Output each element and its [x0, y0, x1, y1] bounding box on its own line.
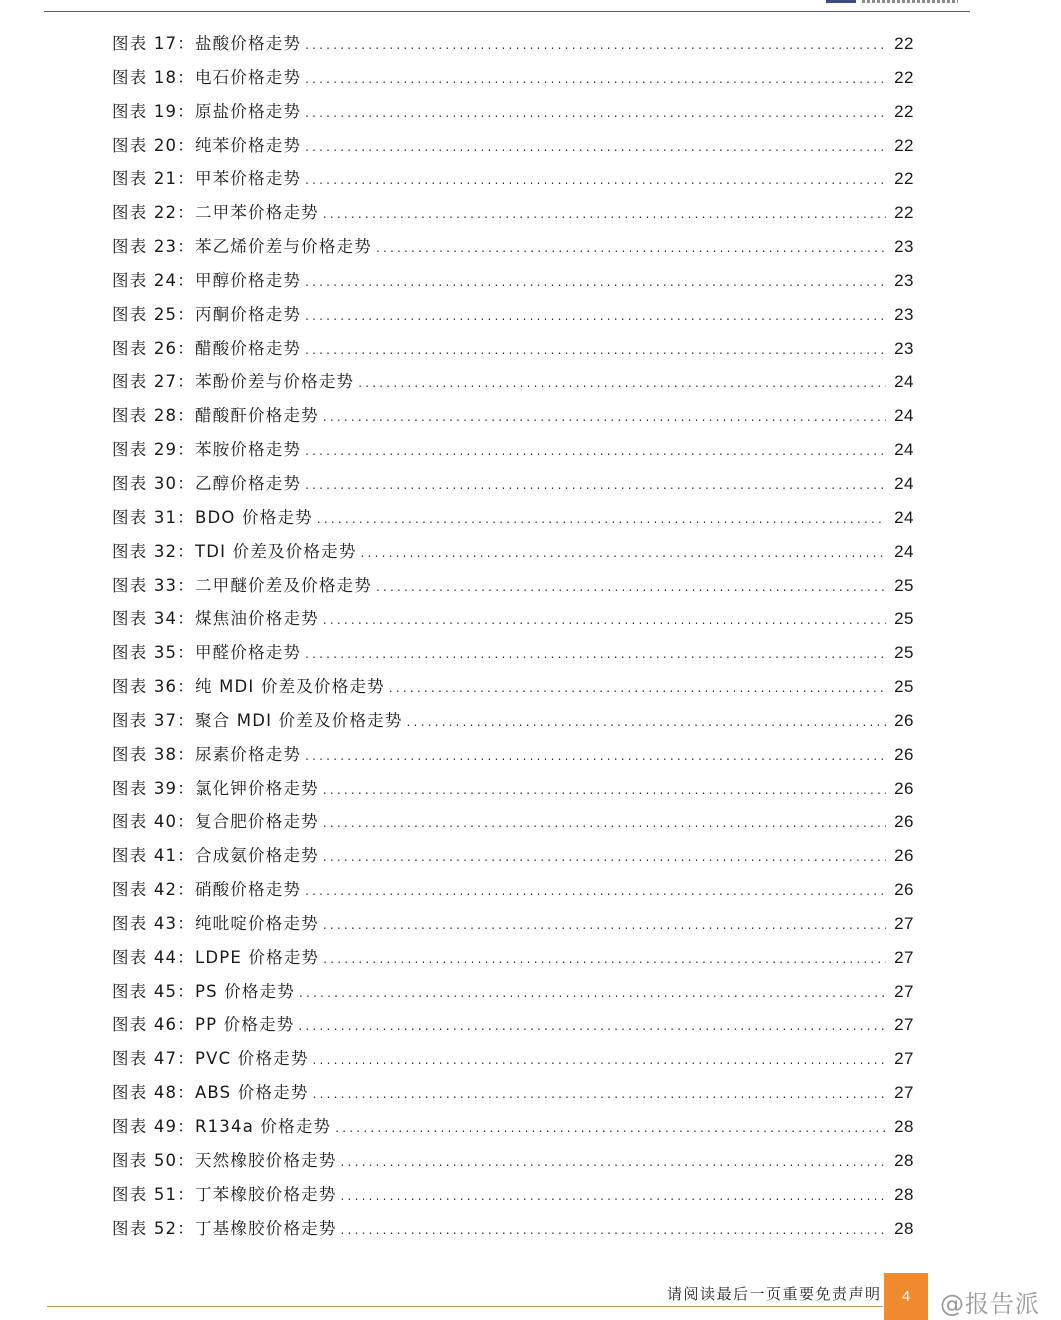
toc-entry-label: 图表 32：TDI 价差及价格走势 — [112, 541, 357, 561]
toc-entry-page: 26 — [894, 880, 914, 900]
toc-entry-page: 25 — [894, 643, 914, 663]
toc-dot-leader — [305, 875, 886, 909]
toc-entry-page: 27 — [894, 1083, 914, 1103]
toc-entry-page: 26 — [894, 778, 914, 798]
toc-dot-leader — [323, 198, 886, 232]
toc-entry-label: 图表 35：甲醛价格走势 — [112, 643, 302, 663]
toc-entry[interactable] — [112, 975, 914, 1009]
toc-entry[interactable] — [112, 162, 914, 196]
toc-dot-leader — [335, 1112, 886, 1146]
toc-entry[interactable] — [112, 636, 914, 670]
toc-entry[interactable] — [112, 535, 914, 569]
toc-entry[interactable] — [112, 1144, 914, 1178]
toc-entry-page: 24 — [894, 541, 914, 561]
toc-entry-page: 22 — [894, 135, 914, 155]
toc-entry[interactable] — [112, 772, 914, 806]
toc-entry-page: 22 — [894, 169, 914, 189]
toc-dot-leader — [323, 604, 886, 638]
toc-dot-leader — [323, 909, 886, 943]
toc-entry-label: 图表 24：甲醇价格走势 — [112, 270, 302, 290]
toc-entry-page: 26 — [894, 846, 914, 866]
toc-entry[interactable] — [112, 230, 914, 264]
toc-entry[interactable] — [112, 95, 914, 129]
toc-dot-leader — [305, 164, 886, 198]
toc-entry-page: 26 — [894, 710, 914, 730]
toc-entry-label: 图表 31：BDO 价格走势 — [112, 507, 313, 527]
toc-entry-label: 图表 20：纯苯价格走势 — [112, 135, 302, 155]
toc-entry-label: 图表 40：复合肥价格走势 — [112, 812, 319, 832]
toc-entry[interactable] — [112, 1212, 914, 1246]
toc-entry[interactable] — [112, 264, 914, 298]
toc-entry-label: 图表 33：二甲醚价差及价格走势 — [112, 575, 372, 595]
toc-entry-page: 23 — [894, 237, 914, 257]
toc-entry-page: 22 — [894, 67, 914, 87]
toc-entry-label: 图表 25：丙酮价格走势 — [112, 304, 302, 324]
header-logo-text — [862, 0, 958, 3]
toc-entry-label: 图表 17：盐酸价格走势 — [112, 34, 302, 53]
toc-dot-leader — [305, 29, 886, 63]
toc-entry-label: 图表 30：乙醇价格走势 — [112, 473, 302, 493]
toc-dot-leader — [323, 841, 886, 875]
toc-dot-leader — [407, 706, 887, 740]
toc-entry[interactable] — [112, 298, 914, 332]
toc-entry-label: 图表 21：甲苯价格走势 — [112, 169, 302, 189]
toc-dot-leader — [299, 977, 886, 1011]
table-of-figures — [112, 27, 914, 1245]
toc-dot-leader — [323, 774, 886, 808]
toc-entry-page: 24 — [894, 372, 914, 392]
toc-entry-label: 图表 29：苯胺价格走势 — [112, 440, 302, 460]
toc-dot-leader — [299, 1010, 887, 1044]
toc-dot-leader — [305, 740, 886, 774]
toc-dot-leader — [323, 401, 886, 435]
toc-entry-label: 图表 19：原盐价格走势 — [112, 101, 302, 121]
toc-dot-leader — [376, 571, 886, 605]
toc-dot-leader — [313, 1044, 887, 1078]
toc-entry[interactable] — [112, 602, 914, 636]
toc-entry-page: 27 — [894, 981, 914, 1001]
toc-entry-page: 28 — [894, 1117, 914, 1136]
toc-dot-leader — [305, 97, 886, 131]
toc-entry-page: 26 — [894, 744, 914, 764]
toc-entry-label: 图表 27：苯酚价差与价格走势 — [112, 372, 355, 392]
toc-entry-label: 图表 37：聚合 MDI 价差及价格走势 — [112, 710, 403, 730]
toc-dot-leader — [313, 1078, 887, 1112]
toc-entry-page: 24 — [894, 473, 914, 493]
toc-dot-leader — [361, 537, 887, 571]
toc-entry-label: 图表 28：醋酸酐价格走势 — [112, 406, 319, 426]
toc-entry[interactable] — [112, 27, 914, 61]
toc-entry-page: 25 — [894, 677, 914, 697]
toc-entry[interactable] — [112, 129, 914, 163]
toc-dot-leader — [341, 1214, 887, 1248]
toc-entry[interactable] — [112, 1110, 914, 1144]
toc-entry[interactable] — [112, 467, 914, 501]
toc-entry-page: 27 — [894, 913, 914, 933]
toc-entry[interactable] — [112, 873, 914, 907]
toc-entry-label: 图表 48：ABS 价格走势 — [112, 1083, 309, 1103]
toc-entry-page: 23 — [894, 270, 914, 290]
toc-dot-leader — [317, 503, 886, 537]
toc-entry-label: 图表 23：苯乙烯价差与价格走势 — [112, 237, 372, 257]
toc-dot-leader — [305, 300, 886, 334]
toc-entry-label: 图表 49：R134a 价格走势 — [112, 1117, 332, 1136]
toc-dot-leader — [323, 807, 886, 841]
toc-entry-label: 图表 51：丁苯橡胶价格走势 — [112, 1184, 337, 1204]
toc-entry-label: 图表 41：合成氨价格走势 — [112, 846, 319, 866]
toc-entry-page: 27 — [894, 1015, 914, 1035]
toc-entry[interactable] — [112, 704, 914, 738]
toc-entry-label: 图表 52：丁基橡胶价格走势 — [112, 1218, 337, 1238]
toc-entry[interactable] — [112, 738, 914, 772]
toc-entry[interactable] — [112, 196, 914, 230]
toc-dot-leader — [358, 367, 886, 401]
toc-entry-label: 图表 36：纯 MDI 价差及价格走势 — [112, 677, 385, 697]
toc-entry-page: 23 — [894, 338, 914, 358]
toc-entry-page: 24 — [894, 507, 914, 527]
toc-entry[interactable] — [112, 365, 914, 399]
toc-dot-leader — [389, 672, 886, 706]
toc-entry-page: 27 — [894, 947, 914, 967]
toc-entry-page: 26 — [894, 812, 914, 832]
toc-entry[interactable] — [112, 569, 914, 603]
toc-entry[interactable] — [112, 805, 914, 839]
toc-dot-leader — [305, 63, 886, 97]
page-number-badge: 4 — [884, 1273, 928, 1320]
toc-dot-leader — [305, 131, 886, 165]
header-logo-mark — [826, 0, 856, 3]
toc-entry-label: 图表 18：电石价格走势 — [112, 67, 302, 87]
toc-entry-label: 图表 39：氯化钾价格走势 — [112, 778, 319, 798]
toc-entry[interactable] — [112, 433, 914, 467]
toc-entry[interactable] — [112, 332, 914, 366]
toc-entry[interactable] — [112, 1178, 914, 1212]
toc-entry-page: 22 — [894, 34, 914, 53]
toc-entry-label: 图表 22：二甲苯价格走势 — [112, 203, 319, 223]
toc-entry-label: 图表 45：PS 价格走势 — [112, 981, 296, 1001]
toc-entry-label: 图表 43：纯吡啶价格走势 — [112, 913, 319, 933]
toc-entry-label: 图表 38：尿素价格走势 — [112, 744, 302, 764]
toc-dot-leader — [305, 435, 886, 469]
toc-entry-page: 23 — [894, 304, 914, 324]
toc-entry-page: 24 — [894, 440, 914, 460]
toc-entry[interactable] — [112, 839, 914, 873]
toc-dot-leader — [305, 469, 886, 503]
toc-entry[interactable] — [112, 907, 914, 941]
toc-entry[interactable] — [112, 1076, 914, 1110]
toc-entry[interactable] — [112, 1042, 914, 1076]
toc-entry[interactable] — [112, 61, 914, 95]
toc-entry-label: 图表 26：醋酸价格走势 — [112, 338, 302, 358]
toc-entry-page: 27 — [894, 1049, 914, 1069]
watermark: @报告派 — [940, 1290, 1040, 1318]
toc-dot-leader — [341, 1146, 887, 1180]
toc-entry-label: 图表 50：天然橡胶价格走势 — [112, 1150, 337, 1170]
toc-entry-page: 28 — [894, 1150, 914, 1170]
toc-entry-page: 22 — [894, 101, 914, 121]
toc-entry-page: 28 — [894, 1218, 914, 1238]
toc-entry[interactable] — [112, 670, 914, 704]
toc-dot-leader — [323, 943, 886, 977]
toc-dot-leader — [341, 1180, 887, 1214]
footer-disclaimer: 请阅读最后一页重要免责声明 — [667, 1285, 882, 1303]
toc-dot-leader — [376, 232, 886, 266]
toc-entry-page: 22 — [894, 203, 914, 223]
toc-dot-leader — [305, 638, 886, 672]
toc-entry-label: 图表 34：煤焦油价格走势 — [112, 609, 319, 629]
toc-dot-leader — [305, 334, 886, 368]
header-rule — [44, 11, 970, 12]
toc-entry-page: 24 — [894, 406, 914, 426]
toc-entry-label: 图表 44：LDPE 价格走势 — [112, 947, 320, 967]
toc-entry-label: 图表 47：PVC 价格走势 — [112, 1049, 309, 1069]
toc-entry[interactable] — [112, 941, 914, 975]
footer-rule — [47, 1306, 883, 1307]
toc-entry[interactable] — [112, 501, 914, 535]
toc-entry-label: 图表 42：硝酸价格走势 — [112, 880, 302, 900]
toc-entry-page: 25 — [894, 575, 914, 595]
toc-entry-page: 25 — [894, 609, 914, 629]
toc-entry-label: 图表 46：PP 价格走势 — [112, 1015, 295, 1035]
toc-entry-page: 28 — [894, 1184, 914, 1204]
toc-entry[interactable] — [112, 399, 914, 433]
toc-dot-leader — [305, 266, 886, 300]
toc-entry[interactable] — [112, 1008, 914, 1042]
